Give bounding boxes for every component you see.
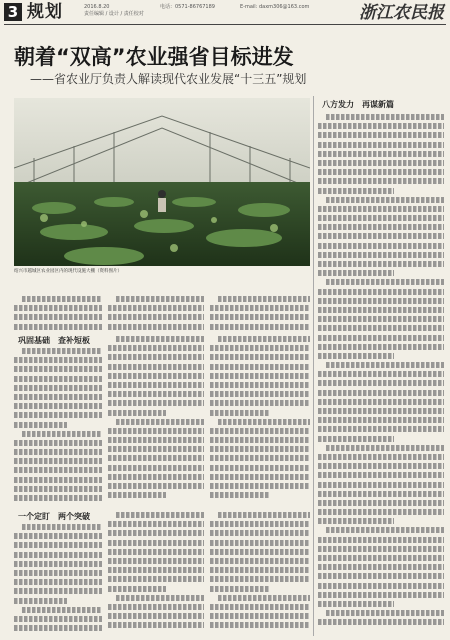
text-line: [108, 622, 204, 628]
text-line: [318, 380, 444, 386]
text-line: [116, 595, 204, 601]
text-line: [14, 422, 67, 428]
text-line: [108, 373, 204, 379]
text-line: [218, 419, 310, 425]
text-line: [14, 366, 102, 372]
page-number: 3: [4, 3, 22, 21]
article-column-2c: [108, 512, 204, 636]
text-line: [318, 454, 444, 460]
text-line: [318, 178, 444, 184]
text-line: [22, 524, 102, 530]
headline: 朝着“双高”农业强省目标进发: [14, 45, 294, 69]
text-line: [210, 540, 310, 546]
text-line: [210, 567, 310, 573]
section-heading-3: 八方发力 再谋新篇: [322, 100, 394, 109]
text-line: [14, 533, 102, 539]
text-line: [318, 160, 444, 166]
text-line: [210, 410, 270, 416]
text-line: [318, 316, 444, 322]
text-line: [14, 376, 102, 382]
text-line: [218, 336, 310, 342]
text-line: [116, 419, 204, 425]
text-line: [210, 455, 310, 461]
text-line: [318, 537, 444, 543]
text-line: [318, 132, 444, 138]
text-line: [210, 391, 310, 397]
text-line: [318, 335, 444, 341]
header-rule: [4, 24, 446, 25]
text-line: [210, 483, 310, 489]
text-line: [210, 521, 310, 527]
text-line: [22, 607, 102, 613]
text-line: [326, 445, 444, 451]
text-line: [318, 408, 444, 414]
text-line: [210, 465, 310, 471]
text-line: [14, 561, 102, 567]
text-line: [108, 586, 166, 592]
masthead: 浙江农民报: [359, 3, 444, 23]
text-line: [210, 382, 310, 388]
text-line: [108, 604, 204, 610]
column-divider: [313, 96, 314, 636]
text-line: [210, 428, 310, 434]
text-line: [14, 440, 102, 446]
text-line: [108, 483, 204, 489]
text-line: [318, 169, 444, 175]
email: E-mail: daxm306@163.com: [240, 4, 310, 10]
text-line: [318, 592, 444, 598]
text-line: [14, 486, 102, 492]
text-line: [326, 610, 444, 616]
article-column-3c: [210, 512, 310, 636]
text-line: [108, 410, 166, 416]
text-line: [318, 601, 394, 607]
text-line: [318, 215, 444, 221]
text-line: [318, 619, 444, 625]
text-line: [318, 123, 444, 129]
text-line: [108, 474, 204, 480]
text-line: [218, 296, 310, 302]
text-line: [108, 465, 204, 471]
text-line: [318, 270, 394, 276]
text-line: [326, 279, 444, 285]
text-line: [318, 426, 444, 432]
text-line: [108, 576, 204, 582]
text-line: [210, 613, 310, 619]
text-line: [14, 449, 102, 455]
text-line: [326, 197, 444, 203]
text-line: [318, 206, 444, 212]
text-line: [14, 403, 102, 409]
text-line: [108, 613, 204, 619]
article-column-1a: [14, 296, 102, 334]
text-line: [210, 622, 310, 628]
text-line: [108, 364, 204, 370]
photo-caption: 绍兴市越城区农业园区内的现代设施大棚（资料图片）: [14, 269, 122, 274]
text-line: [318, 583, 444, 589]
text-line: [22, 431, 102, 437]
section-heading-1: 巩固基础 查补短板: [18, 336, 90, 345]
text-line: [14, 495, 102, 501]
text-line: [108, 324, 204, 330]
text-line: [116, 512, 204, 518]
text-line: [318, 564, 444, 570]
text-line: [14, 588, 102, 594]
text-line: [318, 298, 444, 304]
text-line: [318, 518, 394, 524]
text-line: [318, 491, 444, 497]
text-line: [318, 325, 444, 331]
text-line: [318, 482, 444, 488]
section-name: 规划: [27, 2, 63, 22]
text-line: [318, 151, 444, 157]
text-line: [14, 616, 102, 622]
text-line: [326, 362, 444, 368]
text-line: [318, 353, 394, 359]
text-line: [318, 573, 444, 579]
text-line: [108, 354, 204, 360]
text-line: [14, 579, 102, 585]
text-line: [210, 354, 310, 360]
text-line: [210, 324, 310, 330]
text-line: [318, 142, 444, 148]
section-heading-2: 一个定盯 两个突破: [18, 512, 90, 521]
text-line: [14, 458, 102, 464]
text-line: [22, 348, 102, 354]
text-line: [108, 530, 204, 536]
text-line: [318, 261, 444, 267]
article-column-right: [318, 114, 444, 638]
text-line: [14, 625, 102, 631]
text-line: [218, 512, 310, 518]
article-column-2a: [108, 296, 204, 334]
text-line: [210, 530, 310, 536]
text-line: [14, 385, 102, 391]
text-line: [318, 509, 444, 515]
text-line: [108, 455, 204, 461]
text-line: [108, 428, 204, 434]
text-line: [116, 296, 204, 302]
text-line: [14, 314, 102, 320]
text-line: [108, 540, 204, 546]
text-line: [318, 252, 444, 258]
text-line: [14, 394, 102, 400]
text-line: [210, 364, 310, 370]
text-line: [318, 463, 444, 469]
text-line: [318, 307, 444, 313]
text-line: [108, 400, 204, 406]
text-line: [108, 305, 204, 311]
text-line: [108, 446, 204, 452]
text-line: [218, 595, 310, 601]
text-line: [318, 233, 444, 239]
text-line: [318, 289, 444, 295]
article-column-1c: [14, 524, 102, 636]
text-line: [318, 390, 444, 396]
text-line: [108, 345, 204, 351]
text-line: [210, 446, 310, 452]
text-line: [108, 558, 204, 564]
text-line: [318, 436, 394, 442]
text-line: [14, 570, 102, 576]
text-line: [210, 474, 310, 480]
text-line: [14, 324, 102, 330]
text-line: [318, 243, 444, 249]
page-header: [0, 0, 450, 26]
text-line: [108, 567, 204, 573]
text-line: [108, 382, 204, 388]
text-line: [210, 576, 310, 582]
text-line: [108, 437, 204, 443]
text-line: [210, 604, 310, 610]
text-line: [318, 399, 444, 405]
text-line: [318, 188, 394, 194]
article-column-1b: [14, 348, 102, 508]
text-line: [210, 437, 310, 443]
text-line: [210, 373, 310, 379]
article-column-2b: [108, 336, 204, 508]
text-line: [318, 546, 444, 552]
text-line: [14, 552, 102, 558]
text-line: [22, 296, 102, 302]
text-line: [210, 400, 310, 406]
phone: 电话：0571-86767189: [160, 4, 215, 10]
text-line: [210, 492, 270, 498]
text-line: [14, 477, 102, 483]
text-line: [210, 314, 310, 320]
text-line: [326, 114, 444, 120]
text-line: [14, 598, 67, 604]
text-line: [318, 371, 444, 377]
text-line: [14, 412, 102, 418]
text-line: [14, 467, 102, 473]
text-line: [210, 586, 270, 592]
text-line: [318, 224, 444, 230]
text-line: [210, 549, 310, 555]
text-line: [14, 542, 102, 548]
article-column-3b: [210, 336, 310, 508]
text-line: [14, 357, 102, 363]
text-line: [318, 500, 444, 506]
text-line: [318, 417, 444, 423]
text-line: [210, 558, 310, 564]
date: 2016.8.20: [84, 4, 110, 10]
text-line: [318, 344, 444, 350]
subheadline: ——省农业厅负责人解读现代农业发展“十三五”规划: [30, 72, 307, 86]
text-line: [108, 521, 204, 527]
text-line: [108, 549, 204, 555]
text-line: [108, 314, 204, 320]
text-line: [14, 305, 102, 311]
text-line: [210, 305, 310, 311]
text-line: [210, 345, 310, 351]
text-line: [318, 555, 444, 561]
text-line: [116, 336, 204, 342]
text-line: [108, 391, 204, 397]
text-line: [326, 527, 444, 533]
greenhouse-photo: [14, 98, 310, 266]
text-line: [318, 472, 444, 478]
article-column-3a: [210, 296, 310, 334]
text-line: [108, 492, 166, 498]
editors: 责任编辑 / 设计 / 责任校对: [84, 11, 144, 17]
